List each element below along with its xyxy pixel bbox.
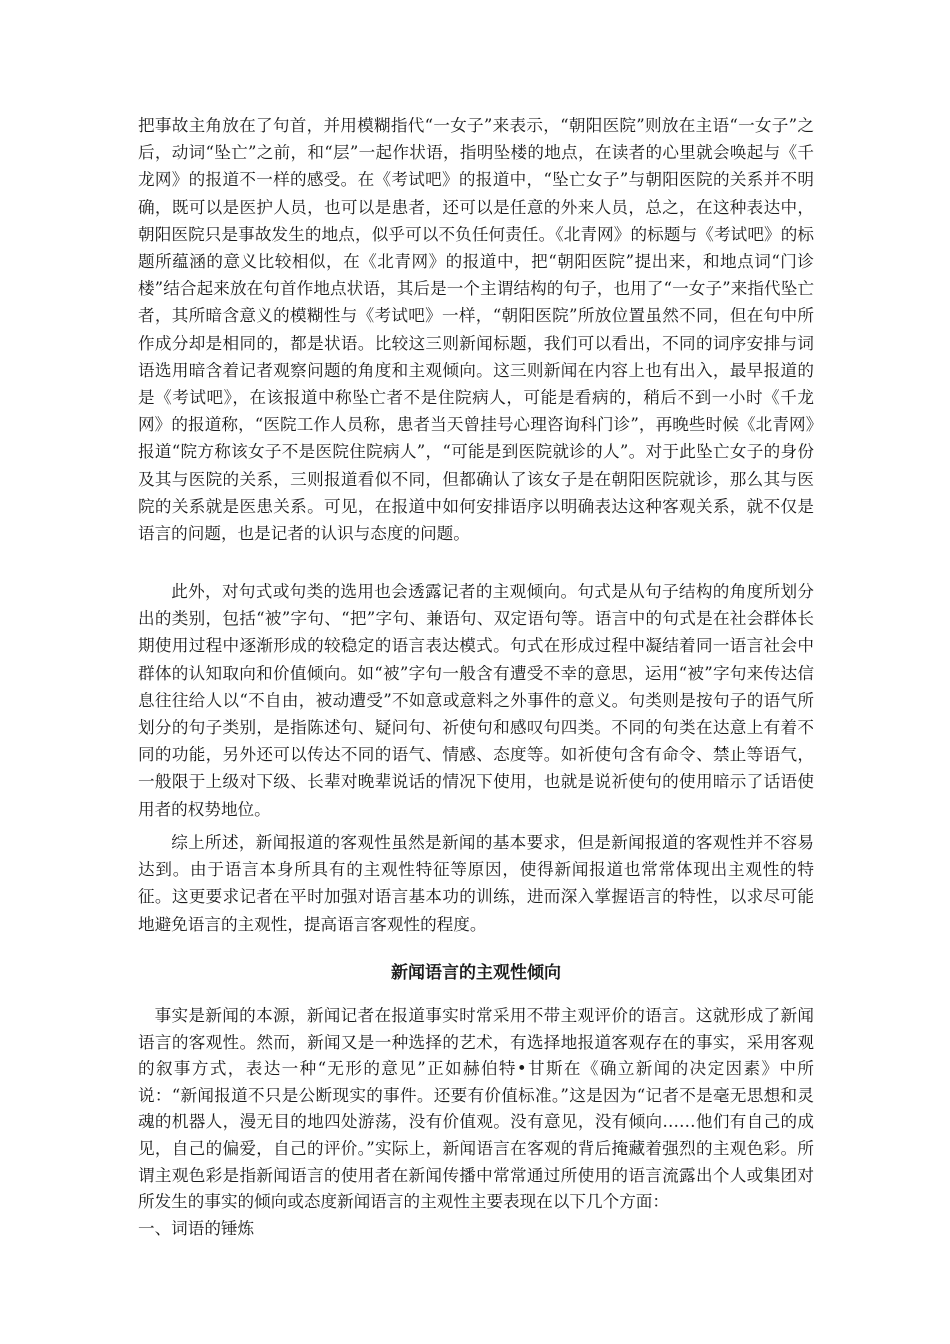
paragraph-block-2 <box>138 578 814 823</box>
section-paragraph: 事实是新闻的本源，新闻记者在报道事实时常采用不带主观评价的语言。这就形成了新闻语言的客观性。然而，新闻又是一种选择的艺术，有选择地报道客观存在的事实，采用客观的叙事方式，表达一种“无形的意见”正如赫伯特•甘斯在《确立新闻的决定因素》中所说：“新闻报道不只是公断现实的事件。还要有价值标准。”这是因为“记者不是毫无思想和灵魂的机器人，漫无目的地四处游荡，没有价值观。没有意见，没有倾向……他们有自己的成见，自己的偏爱，自己的评价。”实际上，新闻语言在客观的背后掩藏着强烈的主观色彩。所谓主观色彩是指新闻语言的使用者在新闻传播中常常通过所使用的语言流露出个人或集团对所发生的事实的倾向或态度新闻语言的主观性主要表现在以下几个方面： <box>138 1006 814 1212</box>
paragraph-block-3 <box>138 829 814 938</box>
section-title: 新闻语言的主观性倾向 <box>391 963 561 983</box>
subheading: 一、词语的锤炼 <box>138 1218 255 1238</box>
paragraph-1: 把事故主角放在了句首，并用模糊指代“一女子”来表示，“朝阳医院”则放在主语“一女子”之后，动词“坠亡”之前，和“层”一起作状语，指明坠楼的地点，在读者的心里就会唤起与《千龙网》的报道不一样的感受。在《考试吧》的报道中，“坠亡女子”与朝阳医院的关系并不明确，既可以是医护人员，也可以是患者，还可以是任意的外来人员，总之，在这种表达中，朝阳医院只是事故发生的地点，似乎可以不负任何责任。《北青网》的标题与《考试吧》的标题所蕴涵的意义比较相似，在《北青网》的报道中，把“朝阳医院”提出来，和地点词“门诊楼”结合起来放在句首作地点状语，其后是一个主谓结构的句子，也用了“一女子”来指代坠亡者，其所暗含意义的模糊性与《考试吧》一样，“朝阳医院”所放位置虽然不同，但在句中所作成分却是相同的，都是状语。比较这三则新闻标题，我们可以看出，不同的词序安排与词语选用暗含着记者观察问题的角度和主观倾向。这三则新闻在内容上也有出入，最早报道的是《考试吧》，在该报道中称坠亡者不是住院病人，可能是看病的，稍后不到一小时《千龙网》的报道称，“医院工作人员称，患者当天曾挂号心理咨询科门诊”，再晚些时候《北青网》报道“院方称该女子不是医院住院病人”，“可能是到医院就诊的人”。对于此坠亡女子的身份及其与医院的关系，三则报道看似不同，但都确认了该女子是在朝阳医院就诊，那么其与医院的关系就是医患关系。可见，在报道中如何安排语序以明确表达这种客观关系，就不仅是语言的问题，也是记者的认识与态度的问题。 <box>138 116 814 544</box>
paragraph-block-1 <box>138 112 814 547</box>
paragraph-2: 此外，对句式或句类的选用也会透露记者的主观倾向。句式是从句子结构的角度所划分出的类别，包括“被”字句、“把”字句、兼语句、双定语句等。语言中的句式是在社会群体长期使用过程中逐渐形成的较稳定的语言表达模式。句式在形成过程中凝结着同一语言社会中群体的认知取向和价值倾向。如“被”字句一般含有遭受不幸的意思，运用“被”字句来传达信息往往给人以“不自由，被动遭受”不如意或意料之外事件的意义。句类则是按句子的语气所划分的句子类别，是指陈述句、疑问句、祈使句和感叹句四类。不同的句类在达意上有着不同的功能，另外还可以传达不同的语气、情感、态度等。如祈使句含有命令、禁止等语气，一般限于上级对下级、长辈对晚辈说话的情况下使用，也就是说祈使句的使用暗示了话语使用者的权势地位。 <box>138 582 814 819</box>
paragraph-3: 综上所述，新闻报道的客观性虽然是新闻的基本要求，但是新闻报道的客观性并不容易达到。由于语言本身所具有的主观性特征等原因，使得新闻报道也常常体现出主观性的特征。这更要求记者在平时加强对语言基本功的训练，进而深入掌握语言的特性，以求尽可能地避免语言的主观性，提高语言客观性的程度。 <box>138 833 814 934</box>
section-body-block <box>138 1003 814 1242</box>
